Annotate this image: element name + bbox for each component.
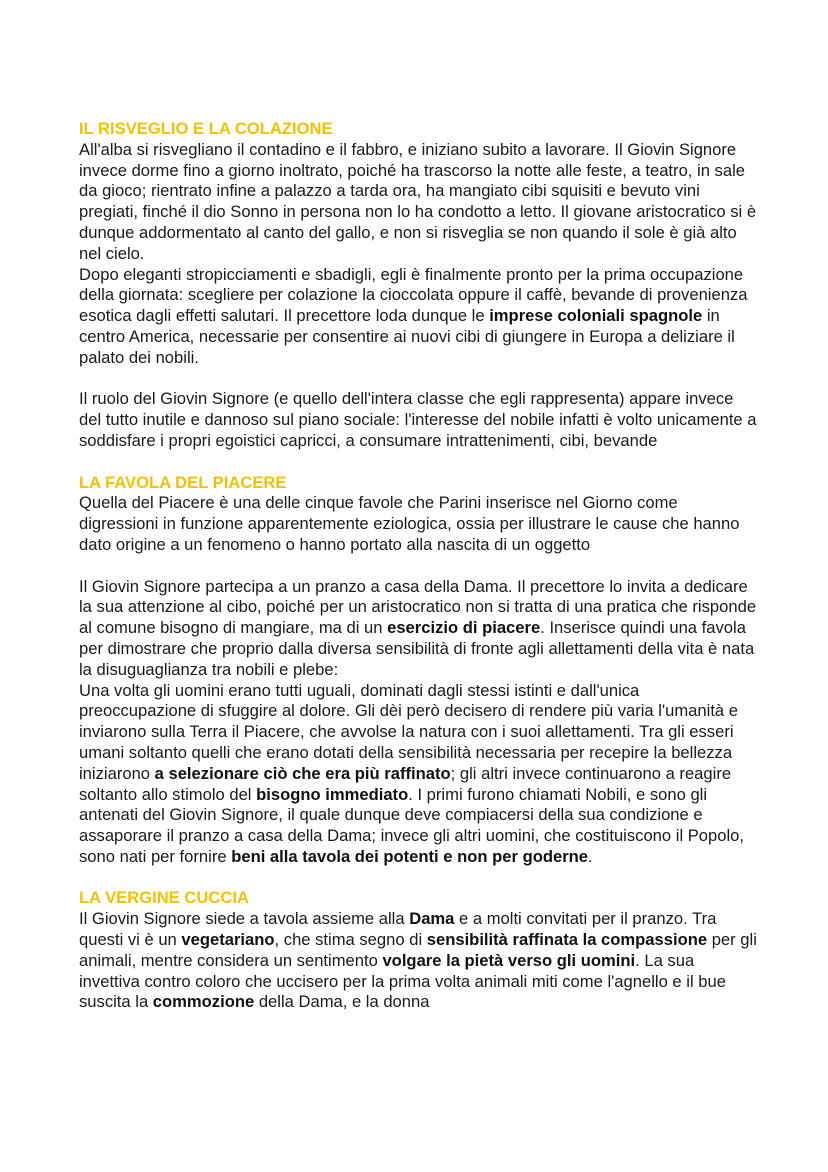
bold-text: a selezionare ciò che era più raffinato — [154, 763, 451, 783]
document-page — [79, 119, 759, 1013]
section-heading: IL RISVEGLIO E LA COLAZIONE — [79, 119, 333, 138]
bold-text: sensibilità raffinata la compassione — [426, 930, 708, 950]
paragraph: Una volta gli uomini erano tutti uguali, dominati dagli stessi istinti e dall'unica preoccupazione di sfuggire al dolore. Gli dèi però decisero di rendere più varia l'umanità e inviarono sulla Terra il Piacere, che avvolse la natura con i suoi allettamenti. Tra gli esseri umani soltanto quelli che erano dotati della sensibilità necessaria per recepire la bellezza iniziarono a selezionare ciò che era più raffinato; gli altri invece continuarono a reagire soltanto allo stimolo del bisogno immediato. I primi furono chiamati Nobili, e sono gli antenati del Giovin Signore, il quale dunque deve compiacersi della sua condizione e assaporare il pranzo a casa della Dama; invece gli altri uomini, che costituiscono il Popolo, sono nati per fornire beni alla tavola dei potenti e non per goderne. — [79, 680, 745, 866]
paragraph: Il ruolo del Giovin Signore (e quello dell'intera classe che egli rappresenta) appare invece del tutto inutile e dannoso sul piano sociale: l'interesse del nobile infatti è volto unicamente a soddisfare i propri egoistici capricci, a consumare intrattenimenti, cibi, bevande — [79, 389, 757, 450]
section-heading: LA VERGINE CUCCIA — [79, 888, 249, 908]
bold-text: beni alla tavola dei potenti e non per goderne — [231, 846, 589, 866]
bold-text: bisogno immediato — [256, 784, 409, 804]
paragraph: Il Giovin Signore partecipa a un pranzo a casa della Dama. Il precettore lo invita a dedicare la sua attenzione al cibo, poiché per un aristocratico non si tratta di una pratica che risponde al comune bisogno di mangiare, ma di un esercizio di piacere. Inserisce quindi una favola per dimostrare che proprio dalla diversa sensibilità di fronte agli allettamenti della vita è nata la disuguaglianza tra nobili e plebe: — [79, 576, 757, 679]
bold-text: Dama — [409, 909, 455, 929]
bold-text: imprese coloniali spagnole — [489, 306, 703, 326]
paragraph: Quella del Piacere è una delle cinque favole che Parini inserisce nel Giorno come digressioni in funzione apparentemente eziologica, ossia per illustrare le cause che hanno dato origine a un fenomeno o hanno portato alla nascita di un oggetto — [79, 493, 740, 554]
section-heading: LA FAVOLA DEL PIACERE — [79, 472, 287, 492]
bold-text: commozione — [152, 992, 255, 1012]
paragraph: All'alba si risvegliano il contadino e il fabbro, e iniziano subito a lavorare. Il Giovin Signore invece dorme fino a giorno inoltrato, poiché ha trascorso la notte alle feste, a teatro, in sale da gioco; rientrato infine a palazzo a tarda ora, ha mangiato cibi squisiti e bevuto vini pregiati, finché il dio Sonno in persona non lo ha condotto a letto. Il giovane aristocratico si è dunque addormentato al canto del gallo, e non si risveglia se non quando il sole è già alto nel cielo. — [79, 139, 757, 263]
paragraph: Dopo eleganti stropicciamenti e sbadigli, egli è finalmente pronto per la prima occupazione della giornata: scegliere per colazione la cioccolata oppure il caffè, bevande di provenienza esotica dagli effetti salutari. Il precettore loda dunque le imprese coloniali spagnole in centro America, necessarie per consentire ai nuovi cibi di giungere in Europa a deliziare il palato dei nobili. — [79, 264, 748, 367]
bold-text: vegetariano — [181, 930, 275, 950]
bold-text: esercizio di piacere — [387, 618, 541, 638]
bold-text: volgare la pietà verso gli uomini — [382, 950, 636, 970]
paragraph: Il Giovin Signore siede a tavola assieme alla Dama e a molti convitati per il pranzo. Tra questi vi è un vegetariano, che stima segno di sensibilità raffinata la compassione per gli animali, mentre considera un sentimento volgare la pietà verso gli uomini. La sua invettiva contro coloro che uccisero per la prima volta animali miti come l'agnello e il bue suscita la commozione della Dama, e la donna — [79, 909, 757, 1012]
